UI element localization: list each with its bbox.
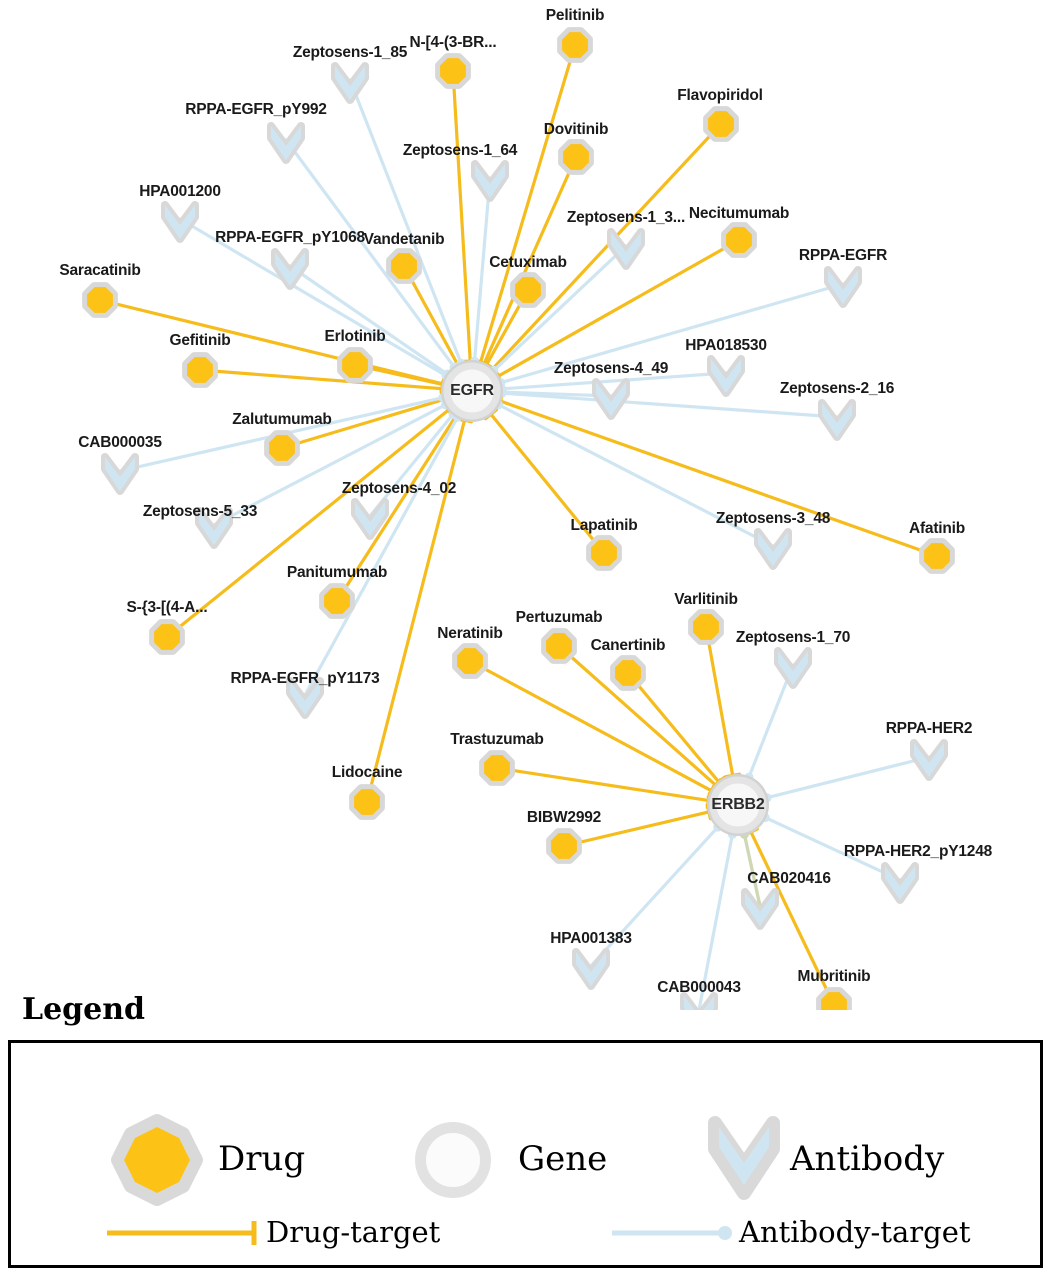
drug-node[interactable]	[550, 832, 578, 860]
drug-node[interactable]	[545, 632, 573, 660]
antibody-node-label: Zeptosens-1_70	[735, 629, 851, 646]
antibody-node-label: RPPA-EGFR_pY1173	[230, 670, 380, 687]
drug-node[interactable]	[514, 276, 542, 304]
drug-node[interactable]	[86, 286, 114, 314]
drug-node-label: Vandetanib	[363, 231, 445, 248]
legend-title: Legend	[22, 992, 146, 1027]
drug-node-label: Panitumumab	[286, 564, 388, 581]
drug-node-label: BIBW2992	[526, 809, 602, 826]
legend-antibody-icon	[715, 1123, 773, 1193]
gene-node-label: ERBB2	[711, 796, 765, 813]
legend-box	[8, 1040, 1043, 1268]
drug-node-label: Erlotinib	[324, 328, 386, 345]
legend-label-drug: Drug	[218, 1139, 306, 1179]
antibody-node[interactable]	[611, 232, 641, 266]
antibody-node-label: RPPA-HER2	[885, 720, 973, 737]
antibody-node-label: RPPA-EGFR	[798, 247, 888, 264]
drug-node[interactable]	[725, 226, 753, 254]
drug-node[interactable]	[561, 31, 589, 59]
antibody-node-label: Zeptosens-2_16	[779, 380, 895, 397]
antibody-node-label: Zeptosens-5_33	[142, 503, 258, 520]
drug-node-label: Varlitinib	[674, 591, 738, 608]
antibody-node-label: Zeptosens-1_85	[292, 44, 408, 61]
drug-node[interactable]	[456, 647, 484, 675]
antibody-node-label: CAB000035	[78, 434, 162, 451]
antibody-node[interactable]	[758, 532, 788, 566]
antibody-node-label: RPPA-HER2_pY1248	[843, 843, 993, 860]
drug-node[interactable]	[186, 356, 214, 384]
antibody-node[interactable]	[576, 952, 606, 986]
antibody-node[interactable]	[165, 205, 195, 239]
antibody-node[interactable]	[475, 164, 505, 198]
antibody-node[interactable]	[822, 403, 852, 437]
antibody-node[interactable]	[335, 66, 365, 100]
drug-node-label: Cetuximab	[489, 254, 567, 271]
gene-node-label: EGFR	[450, 382, 494, 399]
graph-edge	[350, 80, 466, 368]
drug-node-label: Zalutumumab	[232, 411, 332, 428]
drug-node-label: Gefitinib	[169, 332, 231, 349]
drug-node[interactable]	[390, 252, 418, 280]
drug-node-label: N-[4-(3-BR...	[409, 34, 497, 51]
antibody-node-label: HPA001200	[139, 183, 221, 200]
drug-node-label: Trastuzumab	[450, 731, 544, 748]
graph-edge	[453, 71, 477, 361]
drug-node[interactable]	[439, 57, 467, 85]
antibody-node-label: Zeptosens-1_3...	[566, 209, 686, 226]
drug-node-label: Necitumumab	[688, 205, 790, 222]
antibody-node-label: Zeptosens-1_64	[402, 142, 518, 159]
drug-node-label: Canertinib	[590, 637, 666, 654]
graph-edge	[496, 284, 843, 387]
drug-node[interactable]	[590, 539, 618, 567]
graph-edge	[706, 627, 740, 777]
antibody-node-label: Zeptosens-4_02	[341, 480, 457, 497]
legend-label-drug-target: Drug-target	[266, 1215, 441, 1249]
drug-node-label: Flavopiridol	[677, 87, 763, 104]
antibody-node[interactable]	[105, 457, 135, 491]
antibody-node[interactable]	[596, 382, 626, 416]
drug-node[interactable]	[153, 623, 181, 651]
antibody-node-label: CAB020416	[747, 870, 831, 887]
legend-label-antibody: Antibody	[790, 1139, 945, 1179]
antibody-node-label: RPPA-EGFR_pY992	[185, 101, 327, 118]
drug-node[interactable]	[614, 659, 642, 687]
drug-node[interactable]	[923, 542, 951, 570]
graph-edge	[744, 665, 793, 782]
antibody-node[interactable]	[778, 651, 808, 685]
graph-edge	[498, 394, 937, 556]
drug-node[interactable]	[562, 143, 590, 171]
graph-edge	[305, 413, 462, 695]
drug-node[interactable]	[483, 754, 511, 782]
antibody-node-label: RPPA-EGFR_pY1068	[215, 229, 365, 246]
drug-node-label: S-{3-[(4-A...	[126, 599, 208, 616]
drug-node-label: Pertuzumab	[515, 609, 603, 626]
graph-edge	[628, 673, 724, 786]
legend-label-antibody-target: Antibody-target	[739, 1215, 971, 1249]
antibody-node-label: HPA001383	[550, 930, 632, 947]
drug-node-label: Pelitinib	[545, 7, 605, 24]
drug-node-label: Lapatinib	[570, 517, 638, 534]
drug-node-label: Neratinib	[437, 625, 503, 642]
drug-node[interactable]	[323, 587, 351, 615]
legend-gene-icon	[415, 1122, 491, 1198]
legend-antibody-target-edge	[612, 1226, 732, 1240]
drug-node[interactable]	[268, 434, 296, 462]
drug-node-label: Saracatinib	[59, 262, 141, 279]
antibody-node-label: Zeptosens-3_48	[715, 510, 831, 527]
antibody-node[interactable]	[275, 252, 305, 286]
drug-node-label: Afatinib	[908, 520, 966, 537]
drug-node[interactable]	[341, 351, 369, 379]
legend-drug-target-edge	[107, 1221, 254, 1245]
legend-label-gene: Gene	[518, 1139, 608, 1179]
drug-node[interactable]	[692, 613, 720, 641]
antibody-node-label: Zeptosens-4_49	[553, 360, 669, 377]
antibody-node-label: HPA018530	[685, 337, 767, 354]
drug-node-label: Dovitinib	[543, 121, 609, 138]
antibody-node[interactable]	[885, 866, 915, 900]
antibody-node[interactable]	[828, 270, 858, 304]
antibody-node[interactable]	[914, 743, 944, 777]
antibody-node[interactable]	[745, 892, 775, 926]
graph-edge	[763, 757, 929, 802]
antibody-node-label: CAB000043	[657, 979, 741, 996]
drug-node[interactable]	[820, 991, 848, 1010]
antibody-node[interactable]	[711, 359, 741, 393]
drug-node[interactable]	[707, 110, 735, 138]
drug-node-label: Mubritinib	[797, 968, 871, 985]
drug-node-label: Lidocaine	[331, 764, 403, 781]
drug-node[interactable]	[353, 788, 381, 816]
legend-drug-icon	[118, 1121, 196, 1199]
